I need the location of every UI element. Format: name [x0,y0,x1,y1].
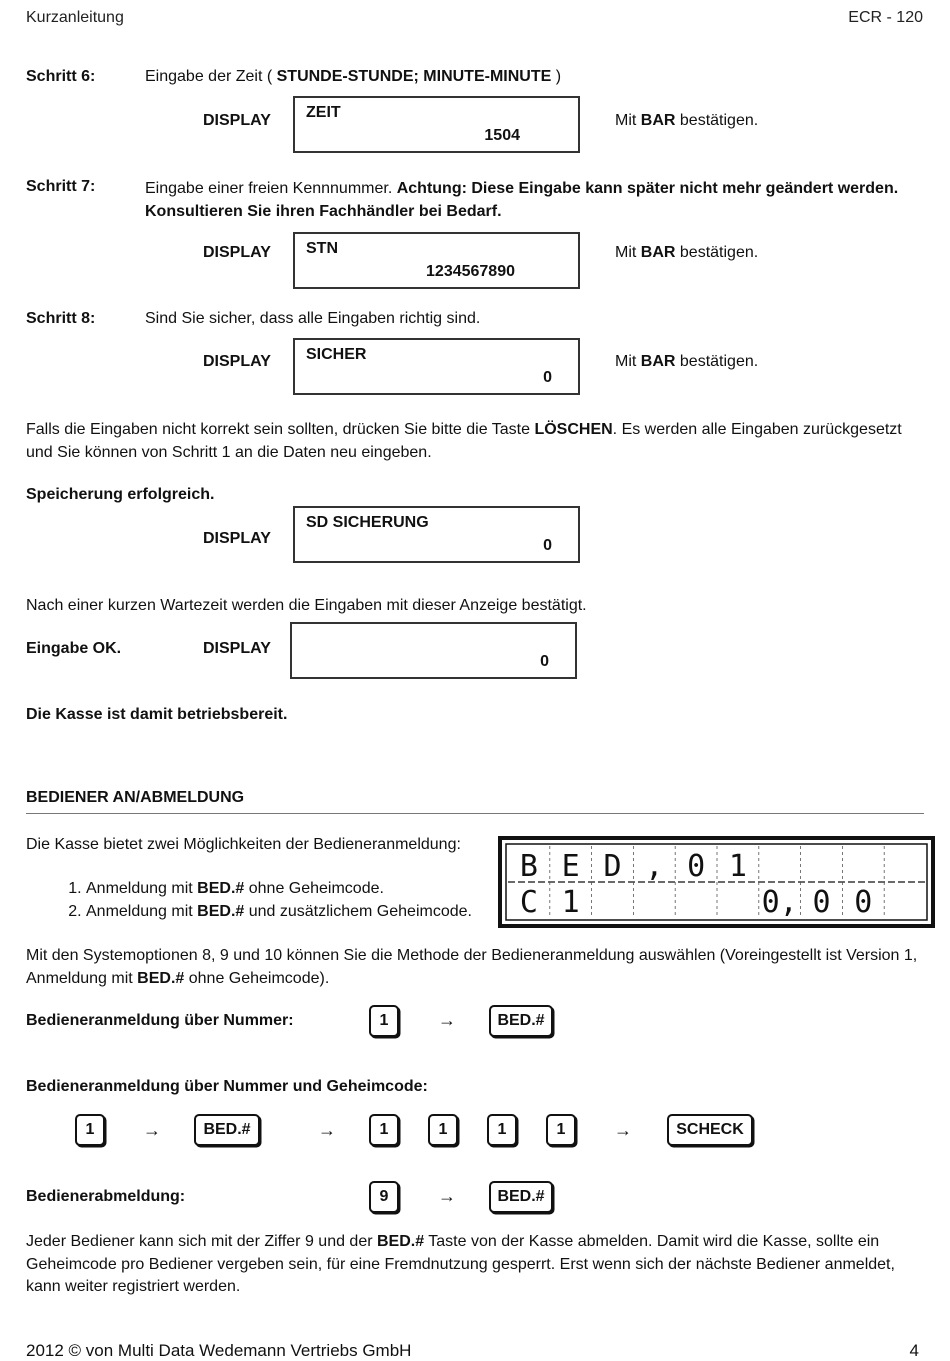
segment-char: C [519,885,538,920]
step8-confirm [615,353,758,371]
step6-lcd [293,96,580,153]
system-note-pre: Mit den Systemoptionen 8, 9 und 10 können Sie die Methode der Bedieneranmeldung auswählen (Voreingestellt ist Version 1, Anmeldung mit [26,947,918,987]
key-1: 1 [75,1114,105,1146]
header-model: ECR - 120 [848,9,923,26]
step7-confirm [615,244,758,262]
step7-confirm-post: bestätigen. [675,244,759,261]
login-option-2-key: BED.# [197,902,245,920]
section-intro: Die Kasse bietet zwei Möglichkeiten der Bedieneranmeldung: [26,836,461,853]
save-lcd-line1: SD SICHERUNG [306,514,429,531]
segment-char: D [603,849,622,884]
save-display-label: DISPLAY [203,530,271,547]
step7-text-bold: Achtung: Diese Eingabe kann später nicht mehr geändert werden. Konsultieren Sie ihren Fachhändler bei Bedarf. [145,180,899,220]
login-option-1-pre: Anmeldung mit [86,880,198,897]
step8-display-label: DISPLAY [203,353,271,370]
wait-note: Nach einer kurzen Wartezeit werden die Eingaben mit dieser Anzeige bestätigt. [26,597,587,614]
logout-label: Bedienerabmeldung: [26,1188,186,1205]
step6-confirm-key: BAR [640,112,676,129]
step6-lcd-line1: ZEIT [306,104,341,121]
segment-char: 1 [561,885,580,920]
step7-label: Schritt 7: [26,178,96,195]
step7-lcd [293,232,580,289]
ok-display-label: DISPLAY [203,640,271,657]
save-lcd-line2: 0 [543,537,552,554]
arrow-icon: → [438,1186,456,1206]
key-scheck: SCHECK [667,1114,753,1146]
segment-char: 0 [687,849,706,884]
segment-char: , [645,849,664,884]
footer-copyright: 2012 © von Multi Data Wedemann Vertriebs GmbH [26,1341,412,1360]
step6-display-label: DISPLAY [203,112,271,129]
section-title: BEDIENER AN/ABMELDUNG [26,789,245,806]
key-bed: BED.# [489,1005,553,1037]
logout-note-post: Taste von der Kasse abmelden. Damit wird die Kasse, sollte ein Geheimcode pro Bediener vergeben sein, für eine Fremdnutzung gesperrt. Erst wenn sich der nächste Bediener anmeldet, kann weiter registriert werden. [26,1233,895,1295]
system-note-post: ohne Geheimcode). [184,969,330,987]
step8-lcd-line2: 0 [543,369,552,386]
login-option-1 [86,878,472,901]
step6-text-prefix: Eingabe der Zeit ( [145,68,277,85]
step7-text-normal: Eingabe einer freien Kennnummer. [145,180,397,197]
logout-note-pre: Jeder Bediener kann sich mit der Ziffer 9 und der [26,1233,377,1250]
step6-confirm [615,112,758,130]
segment-char: E [561,849,580,884]
login-option-2 [86,901,472,924]
step7-lcd-line1: STN [306,240,338,257]
system-note [26,945,926,990]
arrow-icon: → [143,1120,161,1140]
header-title: Kurzanleitung [26,9,124,26]
arrow-icon: → [438,1010,456,1030]
key-1: 1 [487,1114,517,1146]
reset-note-post: . Es werden alle Eingaben zurückgesetzt und Sie können von Schritt 1 an die Daten neu eingeben. [26,421,902,461]
step8-lcd-line1: SICHER [306,346,367,363]
step8-confirm-post: bestätigen. [675,353,759,370]
ready-text: Die Kasse ist damit betriebsbereit. [26,706,288,723]
key-1: 1 [369,1114,399,1146]
login-options-list [26,878,472,923]
step6-text-bold: STUNDE-STUNDE; MINUTE-MINUTE [276,68,552,85]
logout-note [26,1231,926,1299]
step6-lcd-line2: 1504 [484,127,520,144]
segment-char: 0, [761,885,798,920]
step8-confirm-pre: Mit [615,353,641,370]
key-1: 1 [546,1114,576,1146]
segment-char: 0 [812,885,831,920]
step6-text-suffix: ) [551,68,562,85]
login-option-1-key: BED.# [197,880,245,897]
step8-text: Sind Sie sicher, dass alle Eingaben richtig sind. [145,310,481,327]
login-code-label: Bedieneranmeldung über Nummer und Geheimcode: [26,1078,428,1095]
key-bed: BED.# [489,1181,553,1213]
ok-label: Eingabe OK. [26,640,122,657]
step6-confirm-pre: Mit [615,112,641,129]
segment-display [498,836,935,928]
footer-page-number: 4 [909,1341,919,1360]
login-option-1-post: ohne Geheimcode. [244,880,384,897]
login-option-2-pre: Anmeldung mit [86,902,198,920]
segment-char: B [519,849,538,884]
system-note-key: BED.# [137,969,185,987]
step7-confirm-key: BAR [640,244,676,261]
login-number-label: Bedieneranmeldung über Nummer: [26,1012,294,1029]
segment-char: 0 [854,885,873,920]
save-lcd [293,506,580,563]
reset-note-key: LÖSCHEN [534,421,613,438]
segment-char: 1 [728,849,747,884]
step7-display-label: DISPLAY [203,244,271,261]
step7-confirm-pre: Mit [615,244,641,261]
step6-text [145,68,561,86]
ok-lcd [290,622,577,679]
arrow-icon: → [318,1120,336,1140]
step7-text [145,178,925,223]
section-divider [26,813,924,814]
step8-confirm-key: BAR [640,353,676,370]
key-1: 1 [428,1114,458,1146]
key-1: 1 [369,1005,399,1037]
reset-note [26,419,926,464]
step8-label: Schritt 8: [26,310,96,327]
save-heading: Speicherung erfolgreich. [26,486,215,503]
key-bed: BED.# [194,1114,260,1146]
step6-confirm-post: bestätigen. [675,112,759,129]
step7-lcd-line2: 1234567890 [426,263,515,280]
arrow-icon: → [614,1120,632,1140]
login-option-2-post: und zusätzlichem Geheimcode. [244,902,472,920]
key-9: 9 [369,1181,399,1213]
step6-label: Schritt 6: [26,68,96,85]
step8-lcd [293,338,580,395]
reset-note-pre: Falls die Eingaben nicht korrekt sein sollten, drücken Sie bitte die Taste [26,421,535,438]
logout-note-key: BED.# [377,1233,425,1250]
ok-lcd-line2: 0 [540,653,549,670]
